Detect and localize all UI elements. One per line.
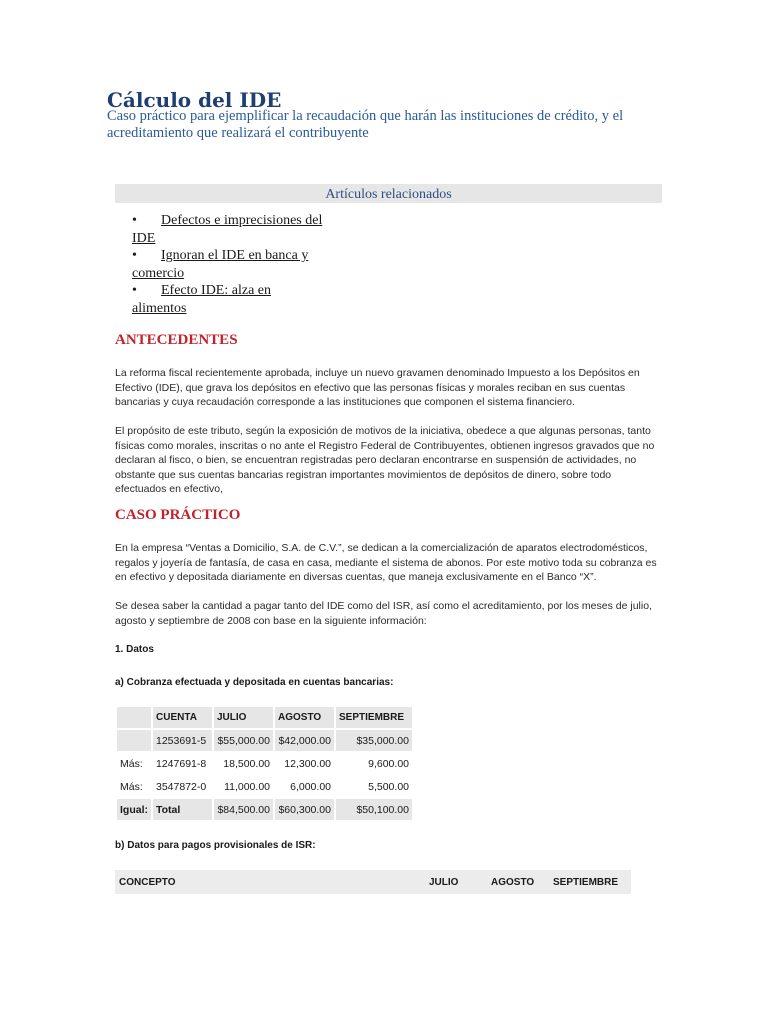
column-header-julio: JULIO xyxy=(214,707,273,728)
table-cell: 3547872-0 xyxy=(156,780,207,793)
table-cell: $84,500.00 xyxy=(214,799,273,820)
table-cell: 1253691-5 xyxy=(153,730,212,751)
table-cell: Más: xyxy=(120,780,143,793)
column-header-cuenta: CUENTA xyxy=(153,707,212,728)
column-header-concepto: CONCEPTO xyxy=(119,876,176,888)
antecedentes-paragraph-1: La reforma fiscal recientemente aprobada, incluye un nuevo gravamen denominado Impuesto a los Depósitos en Efectivo (IDE), que grava los depósitos en efectivo que las personas físicas y morales reciban en sus cuentas bancarias y cuya recaudación corresponde a las instituciones que componen el sistema financiero. xyxy=(115,367,640,408)
table-cell: $35,000.00 xyxy=(336,730,412,751)
table-cell: 6,000.00 xyxy=(290,780,331,793)
table-header-row xyxy=(115,870,631,894)
table-row-total xyxy=(117,799,412,820)
table-row xyxy=(117,753,412,774)
column-header-septiembre: SEPTIEMBRE xyxy=(336,707,412,728)
column-header-agosto: AGOSTO xyxy=(275,707,334,728)
table-cell: 1247691-8 xyxy=(156,757,207,770)
table-b-caption: b) Datos para pagos provisionales de ISR: xyxy=(115,840,316,851)
table-cell: 11,000.00 xyxy=(224,780,270,793)
table-cell: $55,000.00 xyxy=(214,730,273,751)
table-cell: Total xyxy=(153,799,212,820)
related-articles-list xyxy=(132,212,352,317)
table-cell: Más: xyxy=(120,757,143,770)
table-a-caption: a) Cobranza efectuada y depositada en cuentas bancarias: xyxy=(115,677,394,688)
table-row xyxy=(117,730,412,751)
column-header-blank xyxy=(117,707,151,728)
table-header-row xyxy=(117,707,412,728)
related-articles-heading: Artículos relacionados xyxy=(115,184,662,203)
related-article-link-defectos[interactable]: Defectos e imprecisiones del IDE xyxy=(132,213,323,246)
table-cell: $60,300.00 xyxy=(275,799,334,820)
antecedentes-paragraph-2: El propósito de este tributo, según la exposición de motivos de la iniciativa, obedece a que algunas personas, tanto físicas como morales, inscritas o no ante el Registro Federal de Contribuyentes, obtienen ingresos gravados que no declaran al fisco, o bien, se encuentran registradas pero declaran encontrarse en suspensión de actividades, no obstante que sus cuentas bancarias registran importantes movimientos de depósitos de dinero, sobre todo efectuados en efectivo, xyxy=(115,425,655,495)
table-cell: $42,000.00 xyxy=(275,730,334,751)
bullet-icon: • xyxy=(132,248,137,263)
related-article-link-efecto[interactable]: Efecto IDE: alza en alimentos xyxy=(132,283,271,316)
cobranza-table xyxy=(115,705,414,822)
related-article-item xyxy=(132,282,352,317)
table-cell: 5,500.00 xyxy=(368,780,409,793)
related-article-link-ignoran[interactable]: Ignoran el IDE en banca y comercio xyxy=(132,248,309,281)
table-cell: $50,100.00 xyxy=(336,799,412,820)
datos-heading: 1. Datos xyxy=(115,644,154,655)
table-row xyxy=(117,776,412,797)
column-header-septiembre: SEPTIEMBRE xyxy=(553,876,619,888)
caso-paragraph-2: Se desea saber la cantidad a pagar tanto del IDE como del ISR, así como el acreditamiento, por los meses de julio, agosto y septiembre de 2008 con base en la siguiente información: xyxy=(115,600,652,627)
column-header-julio: JULIO xyxy=(429,876,459,888)
table-cell: 12,300.00 xyxy=(284,757,331,770)
related-article-item xyxy=(132,212,352,247)
caso-practico-heading: CASO PRÁCTICO xyxy=(115,507,241,523)
column-header-agosto: AGOSTO xyxy=(491,876,535,888)
table-cell: 18,500.00 xyxy=(223,757,270,770)
related-article-item xyxy=(132,247,352,282)
table-cell: 9,600.00 xyxy=(368,757,409,770)
caso-paragraph-1: En la empresa “Ventas a Domicilio, S.A. de C.V.”, se dedican a la comercialización de aparatos electrodomésticos, regalos y joyería de fantasía, de casa en casa, mediante el sistema de abonos. Por este motivo toda su cobranza es en efectivo y depositada diariamente en diversas cuentas, que maneja exclusivamente en el Banco “X”. xyxy=(115,542,657,583)
isr-data-table xyxy=(115,870,631,894)
bullet-icon: • xyxy=(132,283,137,298)
page-subtitle: Caso práctico para ejemplificar la recaudación que harán las instituciones de crédito, y el acreditamiento que realizará el contribuyente xyxy=(107,108,624,141)
bullet-icon: • xyxy=(132,213,137,228)
table-cell: Igual: xyxy=(117,799,151,820)
table-cell xyxy=(117,730,151,751)
page-title: Cálculo del IDE xyxy=(107,88,282,112)
antecedentes-heading: ANTECEDENTES xyxy=(115,332,238,348)
